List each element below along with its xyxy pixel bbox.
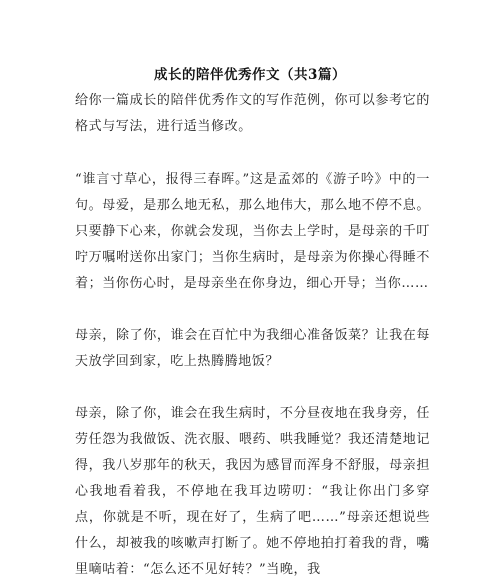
body-paragraph-3: 母亲，除了你，谁会在我生病时，不分昼夜地在我身旁，任劳任怨为我做饭、洗衣服、喂药、哄我睡觉？我还清楚地记得，我八岁那年的秋天，我因为感冒而浑身不舒服，母亲担心我地看着我，不停地在我耳边唠叨：“我让你出门多穿点，你就是不听，现在好了，生病了吧……”母亲还想说些什么，却被我的咳嗽声打断了。她不停地拍打着我的背，嘴里嘀咕着：“怎么还不见好转？”当晚，我: [75, 406, 430, 577]
document-title: 成长的陪伴优秀作文（共3篇）: [154, 67, 346, 83]
body-paragraph-1: “谁言寸草心，报得三春晖。”这是孟郊的《游子吟》中的一句。母爱，是那么地无私，那么地伟大，那么地不停不息。只要静下心来，你就会发现，当你去上学时，是母亲的千叮咛万嘱咐送你出家门；当你生病时，是母亲为你操心得睡不着；当你伤心时，是母亲坐在你身边，细心开导；当你……: [75, 172, 430, 291]
intro-paragraph: 给你一篇成长的陪伴优秀作文的写作范例，你可以参考它的格式与写法，进行适当修改。: [75, 93, 430, 134]
body-paragraph-2: 母亲，除了你，谁会在百忙中为我细心准备饭菜？让我在每天放学回到家，吃上热腾腾地饭？: [75, 328, 430, 369]
